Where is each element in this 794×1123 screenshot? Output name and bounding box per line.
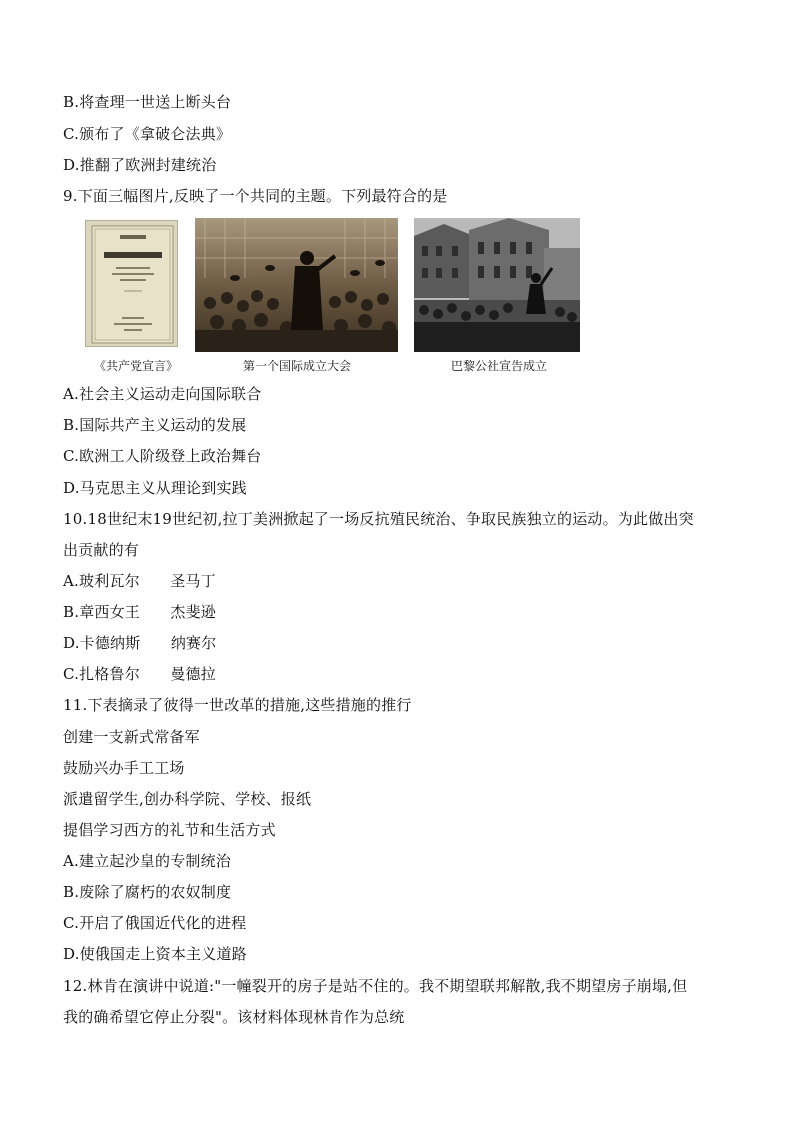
first-international-meeting-image (195, 218, 398, 352)
q8-option-d: D.推翻了欧洲封建统治 (63, 156, 217, 174)
q12-stem-line1: 12.林肯在演讲中说道:"一幢裂开的房子是站不住的。我不期望联邦解散,我不期望房子崩塌,但 (63, 977, 688, 995)
first-international-caption: 第一个国际成立大会 (242, 359, 351, 373)
q11-measure-4: 提倡学习西方的礼节和生活方式 (63, 821, 276, 839)
q11-measure-2: 鼓励兴办手工工场 (63, 759, 185, 777)
q10-stem-line2: 出贡献的有 (63, 541, 140, 559)
q9-stem: 9.下面三幅图片,反映了一个共同的主题。下列最符合的是 (63, 187, 448, 205)
q11-option-c: C.开启了俄国近代化的进程 (63, 914, 247, 932)
q11-stem: 11.下表摘录了彼得一世改革的措施,这些措施的推行 (63, 696, 412, 714)
q11-measure-3: 派遣留学生,创办科学院、学校、报纸 (63, 790, 312, 808)
q10-stem-line1: 10.18世纪末19世纪初,拉丁美洲掀起了一场反抗殖民统治、争取民族独立的运动。为此做出突 (63, 510, 694, 528)
paris-commune-image (414, 218, 580, 352)
q9-option-c: C.欧洲工人阶级登上政治舞台 (63, 447, 262, 465)
q11-measure-1: 创建一支新式常备军 (63, 728, 200, 746)
manifesto-caption: 《共产党宣言》 (93, 359, 178, 373)
q12-stem-line2: 我的确希望它停止分裂"。该材料体现林肯作为总统 (63, 1008, 405, 1026)
q10-option-c: C.扎格鲁尔 曼德拉 (63, 665, 216, 683)
q8-option-c: C.颁布了《拿破仑法典》 (63, 125, 232, 143)
q11-option-a: A.建立起沙皇的专制统治 (63, 852, 232, 870)
q8-option-b: B.将查理一世送上断头台 (63, 93, 232, 111)
q10-option-b: B.章西女王 杰斐逊 (63, 603, 216, 621)
q9-option-d: D.马克思主义从理论到实践 (63, 479, 247, 497)
q11-option-b: B.废除了腐朽的农奴制度 (63, 883, 232, 901)
q10-option-d: D.卡德纳斯 纳赛尔 (63, 634, 217, 652)
q9-option-b: B.国际共产主义运动的发展 (63, 416, 247, 434)
q9-option-a: A.社会主义运动走向国际联合 (63, 385, 262, 403)
manifesto-document-image (85, 220, 178, 347)
paris-commune-caption: 巴黎公社宣告成立 (450, 359, 547, 373)
q10-option-a: A.玻利瓦尔 圣马丁 (63, 572, 216, 590)
q11-option-d: D.使俄国走上资本主义道路 (63, 945, 247, 963)
